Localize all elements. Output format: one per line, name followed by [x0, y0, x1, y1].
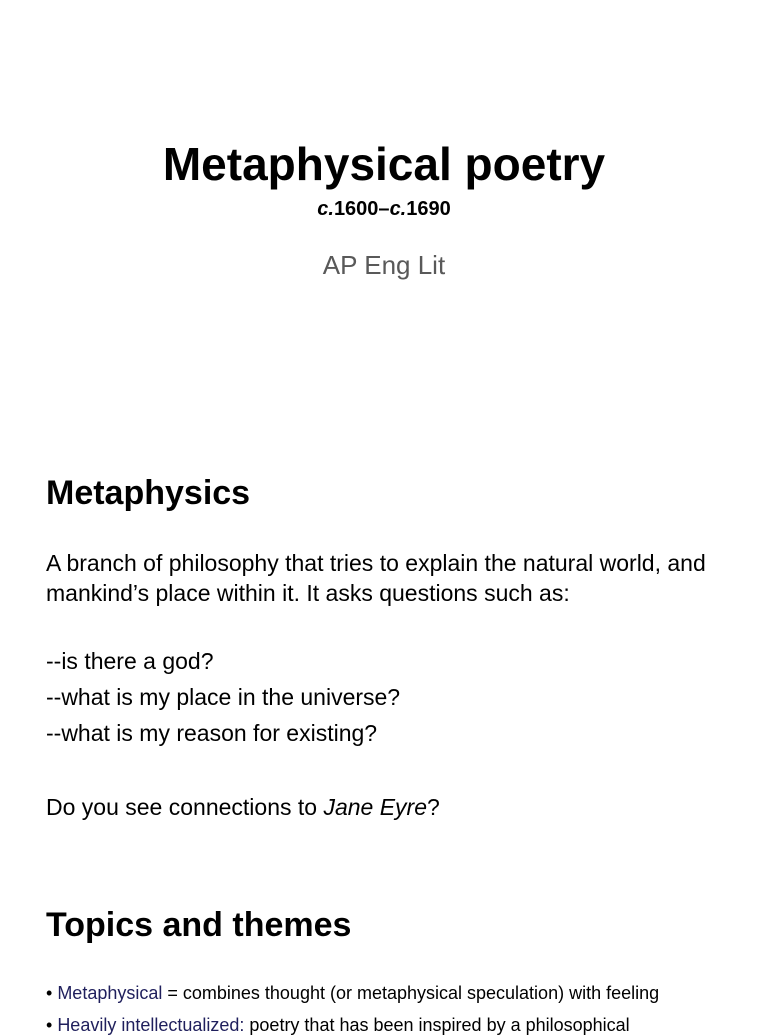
- bullet-text: = combines thought (or metaphysical speculation) with feeling: [162, 983, 660, 1003]
- bullet-item: [46, 1014, 746, 1036]
- bullet-marker: •: [46, 983, 58, 1003]
- definition-text: A branch of philosophy that tries to explain the natural world, and mankind’s place within it. It asks questions such as:: [46, 550, 706, 606]
- date-start: 1600–: [333, 198, 390, 220]
- connections-prefix: Do you see connections to: [46, 794, 324, 820]
- date-end: 1690: [406, 198, 451, 220]
- bullet-term: Heavily intellectualized:: [57, 1015, 245, 1035]
- course-subtitle: AP Eng Lit: [322, 250, 446, 280]
- question-item: --what is my place in the universe?: [46, 684, 401, 710]
- bullet-marker: •: [46, 1015, 58, 1035]
- bullet-item: [46, 982, 746, 1004]
- date-prefix-end: c.: [389, 198, 407, 220]
- page-title: Metaphysical poetry: [162, 138, 606, 190]
- question-item: --what is my reason for existing?: [46, 720, 378, 746]
- metaphysics-slide: [0, 432, 768, 864]
- bullet-text: poetry that has been inspired by a philosophical: [244, 1015, 630, 1035]
- section-heading-topics: Topics and themes: [46, 906, 352, 944]
- bullet-term: Metaphysical: [57, 983, 163, 1003]
- date-range: [0, 196, 768, 222]
- book-title: Jane Eyre: [323, 794, 428, 820]
- topics-slide: [0, 864, 768, 1035]
- title-slide: [0, 0, 768, 432]
- connections-question: [46, 792, 736, 822]
- question-item: --is there a god?: [46, 648, 214, 674]
- section-heading-metaphysics: Metaphysics: [46, 474, 251, 512]
- connections-suffix: ?: [427, 794, 440, 820]
- date-prefix-start: c.: [317, 198, 334, 220]
